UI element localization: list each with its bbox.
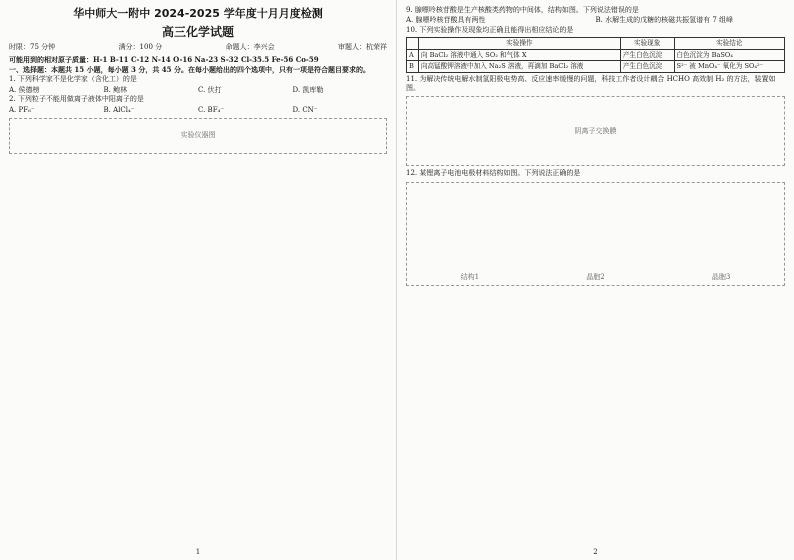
table-cell: 产生白色沉淀 [620, 61, 674, 73]
option: A. 腺嘌呤核苷酸具有两性 [406, 16, 486, 25]
table-cell: S²⁻ 被 MnO₄⁻ 氧化为 SO₄²⁻ [674, 61, 784, 73]
exam-title: 华中师大一附中 2024-2025 学年度十月月度检测 [73, 7, 323, 20]
option: A. PF₆⁻ [9, 105, 35, 114]
table-header: 实验结论 [674, 37, 784, 49]
question-stem: 11. 为解决传统电解水制氢阳极电势高、反应速率缓慢的问题，科技工作者设计耦合 HCHO 高效制 H₂ 的方法，装置如图。 [406, 75, 776, 93]
figure-caption: 结构1 [460, 273, 480, 282]
table-cell: 向 BaCl₂ 溶液中通入 SO₂ 和气体 X [418, 49, 620, 61]
atomic-masses: 可能用到的相对原子质量：H-1 B-11 C-12 N-14 O-16 Na-23 S-32 Cl-35.5 Fe-56 Co-59 [9, 54, 319, 64]
option: A. 侯德榜 [9, 85, 40, 94]
figure-caption: 实验仪器图 [180, 131, 216, 140]
option: B. 水解生成的戊糖的核磁共振氢谱有 7 组峰 [595, 16, 733, 25]
option: B. AlCl₄⁻ [103, 105, 135, 114]
table-cell: A [407, 49, 419, 61]
table-cell: B [407, 61, 419, 73]
question-block [406, 6, 785, 26]
option: D. 凯库勒 [292, 85, 324, 94]
table-row [407, 49, 785, 61]
question-stem: 2. 下列粒子不能用做离子液体中阳离子的是 [9, 95, 144, 104]
page-number: 2 [593, 547, 598, 556]
question-stem: 10. 下列实验操作及现象均正确且能得出相应结论的是 [406, 25, 574, 34]
exam-meta [9, 43, 387, 52]
question-block [9, 95, 387, 115]
experiment-table [406, 37, 785, 73]
table-header-row [407, 37, 785, 49]
option: C. 伏打 [198, 85, 222, 94]
table-header: 实验现象 [620, 37, 674, 49]
page-number: 1 [195, 547, 201, 556]
table-cell: 向高锰酸钾溶液中加入 Na₂S 溶液，再滴加 BaCl₂ 溶液 [418, 61, 620, 73]
section-1-instructions: 一、选择题：本题共 15 小题，每小题 3 分，共 45 分。在每小题给出的四个选项中，只有一项是符合题目要求的。 [9, 65, 370, 74]
exam-reviewer: 审题人：杭荣祥 [338, 43, 387, 52]
option: C. BF₄⁻ [198, 105, 225, 114]
table-cell: 产生白色沉淀 [620, 49, 674, 61]
figure-caption: 晶胞3 [711, 273, 731, 282]
page-2 [397, 0, 794, 560]
table-corner [407, 37, 419, 49]
question-options [9, 86, 387, 95]
question-stem: 1. 下列科学家不是化学家（含化工）的是 [9, 75, 137, 84]
question-stem: 9. 腺嘌呤核苷酸是生产核酸类药物的中间体，结构如图。下列说法错误的是 [406, 6, 639, 14]
question-stem: 12. 某锂离子电池电极材料结构如图。下列说法正确的是 [406, 169, 581, 178]
exam-subject: 高三化学试题 [161, 24, 234, 39]
question-options [406, 16, 785, 25]
table-header: 实验操作 [418, 37, 620, 49]
question-block [9, 75, 387, 95]
figure-caption: 晶胞2 [586, 273, 605, 282]
exam-score: 满分：100 分 [118, 43, 163, 52]
crystal-structure-figure [406, 182, 785, 286]
figure-caption: 阴离子交换膜 [574, 126, 617, 135]
option: B. 鲍林 [103, 85, 128, 94]
option: D. CN⁻ [292, 105, 318, 114]
table-row [407, 61, 785, 73]
exam-setter: 命题人：李兴会 [225, 43, 275, 52]
question-options [9, 106, 387, 115]
table-cell: 白色沉淀为 BaSO₄ [674, 49, 784, 61]
electrolysis-cell-figure [406, 96, 785, 166]
exam-time: 时限：75 分钟 [9, 43, 56, 52]
lab-apparatus-figure [9, 118, 387, 154]
